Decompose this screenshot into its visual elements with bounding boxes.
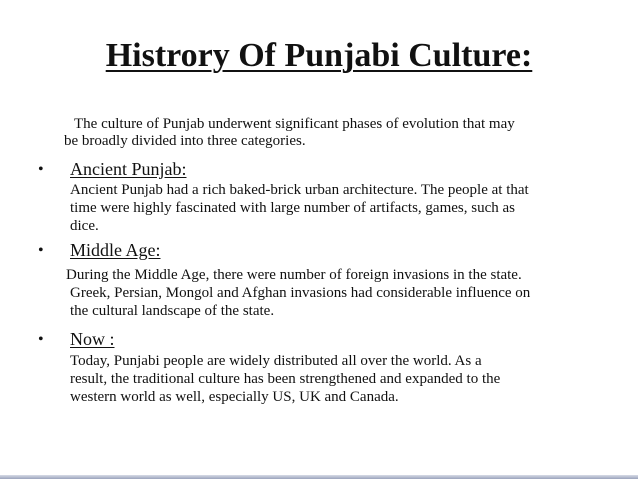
section-line: western world as well, especially US, UK and Canada. bbox=[70, 389, 399, 405]
section-text-ancient-punjab bbox=[70, 181, 600, 235]
section-line: Greek, Persian, Mongol and Afghan invasions had considerable influence on bbox=[70, 285, 531, 301]
section-text-middle-age bbox=[66, 266, 596, 320]
intro-line-1: The culture of Punjab underwent significant phases of evolution that may bbox=[74, 116, 515, 132]
section-heading-now: Now : bbox=[70, 329, 115, 349]
section-heading-ancient-punjab: Ancient Punjab: bbox=[70, 159, 187, 179]
section-line: Ancient Punjab had a rich baked-brick urban architecture. The people at that bbox=[70, 182, 529, 198]
section-line: time were highly fascinated with large number of artifacts, games, such as bbox=[70, 200, 515, 216]
section-line: the cultural landscape of the state. bbox=[70, 303, 275, 319]
section-heading-middle-age: Middle Age: bbox=[70, 240, 161, 260]
section-line: result, the traditional culture has been strengthened and expanded to the bbox=[70, 371, 501, 387]
slide-title: Histrory Of Punjabi Culture: bbox=[105, 37, 533, 74]
bullet-icon: • bbox=[38, 242, 44, 259]
section-line: dice. bbox=[70, 218, 99, 234]
bottom-border bbox=[0, 475, 638, 479]
section-line: Today, Punjabi people are widely distributed all over the world. As a bbox=[70, 353, 482, 369]
intro-line-2: be broadly divided into three categories. bbox=[64, 133, 306, 149]
section-text-now bbox=[70, 352, 600, 406]
intro-paragraph bbox=[64, 116, 584, 150]
section-line: During the Middle Age, there were number of foreign invasions in the state. bbox=[66, 267, 522, 283]
bullet-icon: • bbox=[38, 161, 44, 178]
bullet-icon: • bbox=[38, 331, 44, 348]
